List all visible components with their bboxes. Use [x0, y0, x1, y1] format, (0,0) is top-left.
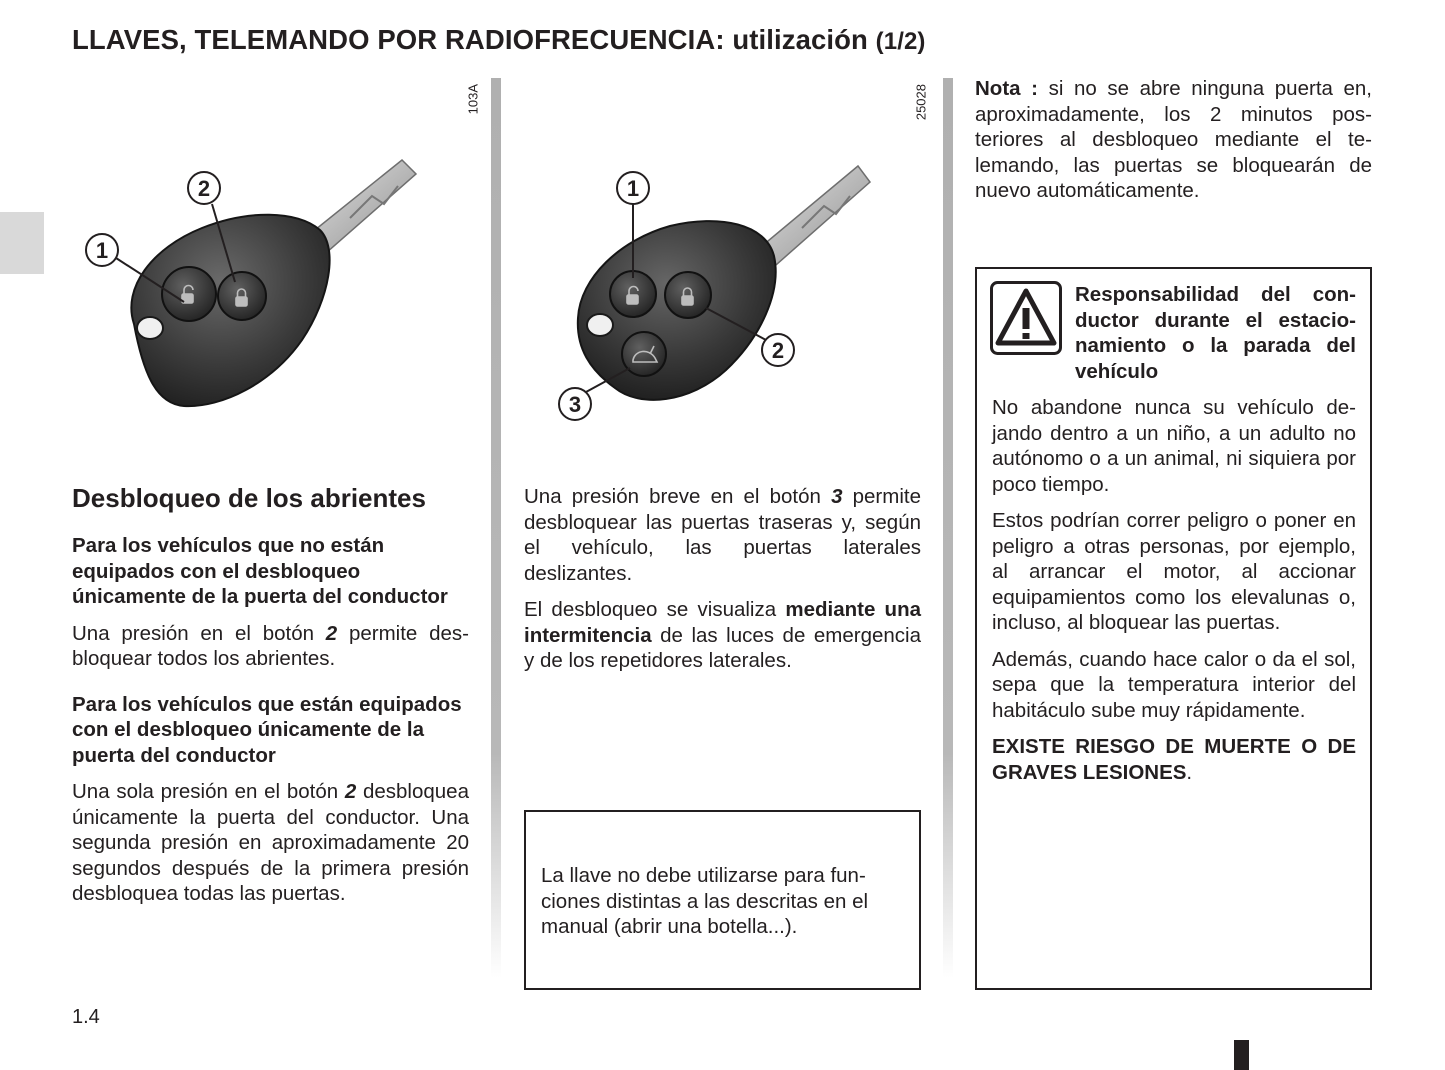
warning-triangle-icon [990, 281, 1062, 355]
paragraph-3-text-a: Una presión breve en el botón [524, 485, 832, 508]
paragraph-4-bold: mediante una intermitencia [524, 598, 921, 647]
warning-paragraph-1: No abandone nunca su vehículo dejando dentro a un niño, a un adulto no autónomo o a un animal, ni siquiera por poco tiempo. [992, 396, 1356, 496]
chapter-tab [0, 212, 44, 274]
page-title [72, 24, 926, 56]
column-left-text [72, 483, 469, 918]
warning-title: Responsabilidad del conductor durante el estacionamiento o la parada del vehículo [1075, 283, 1356, 383]
warning-box [975, 267, 1372, 990]
paragraph-2-text-b: desbloquea únicamente la puerta del conductor. Una segunda presión en aproximadamente 20 segundos después de la primera presión desbloquea todas las puertas. [72, 780, 469, 905]
column-separator-left [491, 78, 501, 978]
column-separator-right [943, 78, 953, 978]
callout-3-label: 3 [568, 392, 582, 417]
figure-code: 25028 [913, 84, 929, 121]
info-box-text: La llave no debe utilizarse para funciones distintas a las descritas en el manual (abrir una botella...). [541, 864, 869, 938]
paragraph-2 [72, 779, 469, 907]
page-end-marker [1234, 1040, 1249, 1070]
figure-code: 103A [465, 84, 481, 115]
section-heading: Desbloqueo de los abrientes [72, 483, 426, 513]
paragraph-2-text-a: Una sola presión en el botón [72, 780, 345, 803]
paragraph-4-text-a: El desbloqueo se visualiza [524, 598, 786, 621]
column-middle-text [524, 484, 921, 685]
callout-1-label: 1 [95, 238, 109, 263]
key-figure-three-buttons [520, 78, 930, 428]
subsection-heading-1: Para los vehículos que no están equipados con el desbloqueo únicamente de la puerta del conductor [72, 534, 448, 608]
note-label: Nota : [975, 77, 1038, 100]
button-ref-2: 2 [325, 621, 338, 645]
warning-paragraph-3: Además, cuando hace calor o da el sol, sepa que la temperatura interior del habitáculo sube muy rápidamente. [992, 647, 1356, 722]
paragraph-1 [72, 621, 469, 672]
warning-paragraph-4 [992, 734, 1356, 785]
paragraph-1-text-a: Una presión en el botón [72, 621, 326, 645]
warning-danger-end: . [1186, 760, 1193, 784]
page-number: 1.4 [72, 1006, 100, 1028]
paragraph-3-text-b: permite desbloquear las puertas traseras y, según el vehículo, las puertas laterales deslizantes. [524, 485, 921, 585]
warning-danger-text: EXISTE RIESGO DE MUERTE O DE GRAVES LESIONES [992, 735, 1356, 784]
subsection-heading-2: Para los vehículos que están equipados con el desbloqueo únicamente de la puerta del conductor [72, 692, 462, 767]
button-ref-3: 3 [831, 485, 843, 508]
warning-paragraph-2: Estos podrían correr peligro o poner en peligro a otras personas, por ejemplo, al arrancar el motor, al accionar equipamientos como los elevalunas o, incluso, al bloquear las puertas. [992, 509, 1356, 634]
paragraph-3 [524, 484, 921, 586]
callout-2-label: 2 [771, 338, 785, 363]
paragraph-4-text-b: de las luces de emergencia y de los repetidores laterales. [524, 623, 921, 672]
paragraph-1-text-b: permite desbloquear todos los abrientes. [72, 621, 469, 670]
key-figure-two-buttons [72, 78, 482, 428]
note-text: si no se abre ninguna puerta en, aproximadamente, los 2 minutos posteriores al desbloqueo mediante el telemando, las puertas se bloquearán de nuevo automáticamente. [975, 77, 1373, 202]
paragraph-4 [524, 597, 921, 674]
note-paragraph [975, 76, 1372, 204]
page-title-sub: (1/2) [875, 28, 926, 55]
callout-1-label: 1 [626, 176, 640, 201]
info-box [524, 810, 921, 990]
note [975, 76, 1372, 215]
button-ref-2b: 2 [344, 780, 357, 803]
page-title-main: LLAVES, TELEMANDO POR RADIOFRECUENCIA: utilización [72, 24, 868, 55]
warning-body [992, 395, 1356, 796]
callout-2-label: 2 [197, 176, 211, 201]
